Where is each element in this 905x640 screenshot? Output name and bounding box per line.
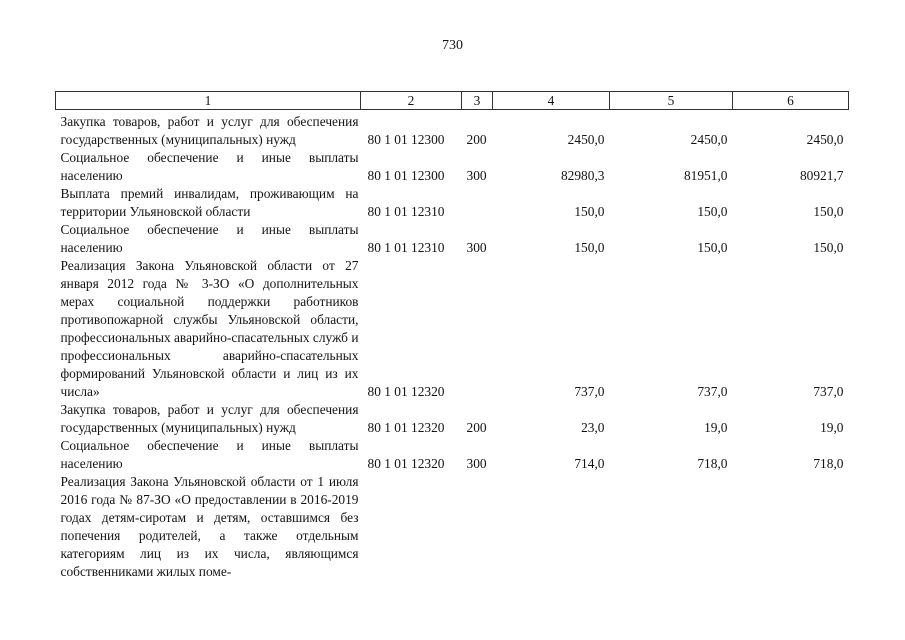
row-value-col5: 19,0 — [704, 420, 728, 435]
row-expense-type: 200 — [466, 420, 487, 435]
row-value-col5: 150,0 — [697, 240, 728, 255]
table-row — [56, 401, 849, 437]
row-code: 80 1 01 12300 — [367, 168, 445, 183]
page-number: 730 — [442, 38, 463, 53]
row-expense-type: 300 — [466, 168, 487, 183]
row-code: 80 1 01 12320 — [367, 456, 445, 471]
row-value-col6: 150,0 — [813, 204, 844, 219]
table-row — [56, 149, 849, 185]
row-value-col4: 2450,0 — [567, 132, 605, 147]
row-value-col6: 80921,7 — [799, 168, 844, 183]
row-description: Реализация Закона Ульяновской области от 1 июля 2016 года № 87-ЗО «О предоставлении в 2016-2019 годах детям-сиротам и детям, оставшимся без попечения родителей, а также отдельным категориям лиц из их числа, являющимся собственниками жилых поме- — [60, 474, 359, 579]
row-expense-type — [462, 473, 493, 581]
row-description: Закупка товаров, работ и услуг для обеспечения государственных (муниципальных) нужд — [60, 114, 359, 147]
row-value-col5: 150,0 — [697, 204, 728, 219]
row-value-col4: 714,0 — [574, 456, 605, 471]
column-header: 1 — [56, 92, 361, 110]
table-row — [56, 437, 849, 473]
row-expense-type: 300 — [466, 456, 487, 471]
row-code — [361, 473, 462, 581]
row-value-col5 — [610, 473, 733, 581]
row-code: 80 1 01 12320 — [367, 384, 445, 399]
row-value-col6 — [733, 473, 849, 581]
row-value-col4 — [493, 473, 610, 581]
row-value-col4: 23,0 — [581, 420, 605, 435]
row-value-col6: 718,0 — [813, 456, 844, 471]
column-header: 5 — [610, 92, 733, 110]
row-code: 80 1 01 12320 — [367, 420, 445, 435]
row-value-col6: 19,0 — [820, 420, 844, 435]
row-code: 80 1 01 12310 — [367, 204, 445, 219]
row-description: Реализация Закона Ульяновской области от 27 января 2012 года № 3-ЗО «О дополнительных мерах социальной поддержки работников противопожарной службы Ульяновской области, профессиональных аварийно-спасательных служб и профессиональных аварийно-спасательных формирований Ульяновской области и лиц из их числа» — [60, 258, 359, 399]
row-value-col6: 737,0 — [813, 384, 844, 399]
row-value-col5: 718,0 — [697, 456, 728, 471]
row-expense-type: 200 — [466, 132, 487, 147]
column-header: 2 — [361, 92, 462, 110]
row-description: Закупка товаров, работ и услуг для обеспечения государственных (муниципальных) нужд — [60, 402, 359, 435]
row-code: 80 1 01 12310 — [367, 240, 445, 255]
budget-table — [55, 91, 849, 581]
row-description: Выплата премий инвалидам, проживающим на территории Ульяновской области — [60, 186, 359, 219]
row-description: Социальное обеспечение и иные выплаты населению — [60, 222, 359, 255]
row-value-col4: 150,0 — [574, 240, 605, 255]
table-row — [56, 473, 849, 581]
table-row — [56, 110, 849, 150]
table-header-row — [56, 92, 849, 110]
row-value-col4: 82980,3 — [560, 168, 605, 183]
column-header: 4 — [493, 92, 610, 110]
row-code: 80 1 01 12300 — [367, 132, 445, 147]
row-expense-type — [462, 257, 493, 401]
row-value-col4: 737,0 — [574, 384, 605, 399]
row-description: Социальное обеспечение и иные выплаты населению — [60, 150, 359, 183]
row-value-col6: 150,0 — [813, 240, 844, 255]
table-row — [56, 221, 849, 257]
row-description: Социальное обеспечение и иные выплаты населению — [60, 438, 359, 471]
column-header: 3 — [462, 92, 493, 110]
row-value-col6: 2450,0 — [806, 132, 844, 147]
row-value-col4: 150,0 — [574, 204, 605, 219]
row-expense-type — [462, 185, 493, 221]
table-row — [56, 257, 849, 401]
column-header: 6 — [733, 92, 849, 110]
row-expense-type: 300 — [466, 240, 487, 255]
row-value-col5: 2450,0 — [690, 132, 728, 147]
table-row — [56, 185, 849, 221]
row-value-col5: 81951,0 — [683, 168, 728, 183]
row-value-col5: 737,0 — [697, 384, 728, 399]
